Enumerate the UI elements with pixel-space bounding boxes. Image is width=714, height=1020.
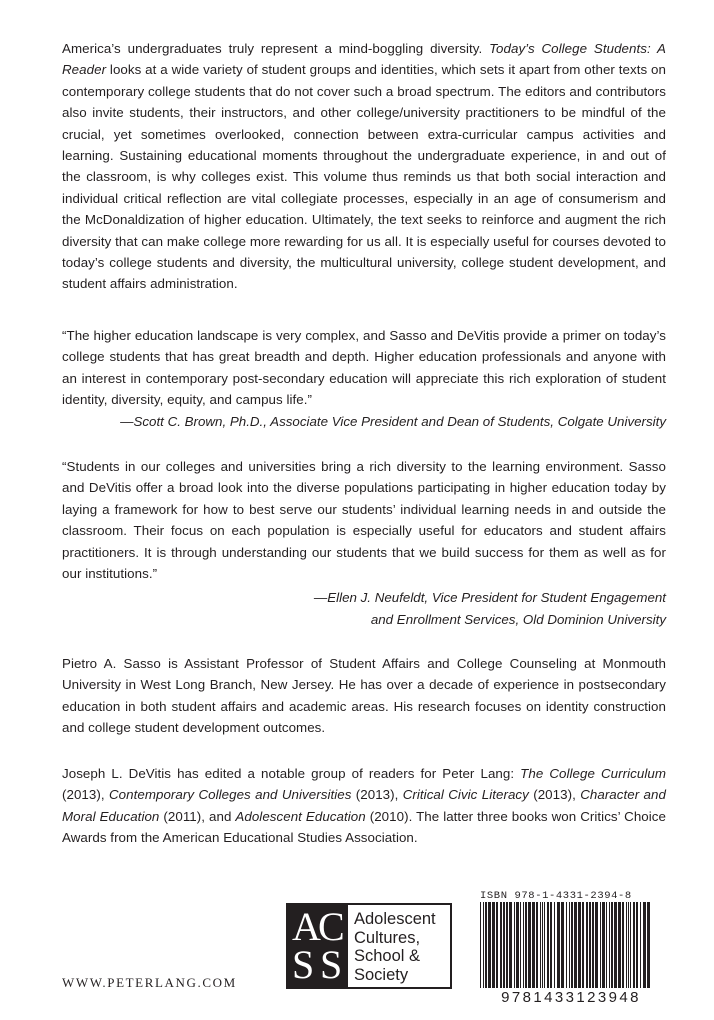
barcode-bar	[592, 902, 594, 988]
barcode-bar	[544, 902, 545, 988]
barcode-bar	[557, 902, 560, 988]
barcode-bar	[609, 902, 610, 988]
author-bio-sasso: Pietro A. Sasso is Assistant Professor of Student Affairs and College Counseling at Monmouth University in West Long Branch, New Jersey. He has over a decade of experience in postsecondary education in both student affairs and academic areas. His research focuses on identity construction and college student development outcomes.	[62, 656, 666, 736]
logo-letter-c: C	[318, 904, 345, 949]
barcode-bar	[614, 902, 617, 988]
barcode-bar	[506, 902, 508, 988]
barcode-bar	[595, 902, 598, 988]
publisher-website[interactable]: WWW.PETERLANG.COM	[62, 975, 237, 990]
barcode-bar	[643, 902, 646, 988]
barcode-bar	[630, 902, 631, 988]
book-description	[62, 38, 666, 295]
description-body: looks at a wide variety of student groups and identities, which sets it apart from other texts on contemporary college students that do not cover such a broad spectrum. The editors and contributors also invite students, their instructors, and other college/university practitioners to be mindful of the crucial, yet sometimes overlooked, connection between extra-curricular campus activities and learning. Sustaining educational moments throughout the undergraduate experience, in and out of the classroom, is why colleges exist. This volume thus reminds us that both social interaction and individual critical reflection are vital collegiate processes, especially in an age of consumerism and the McDonaldization of higher education. Ultimately, the text seeks to reinforce and augment the rich diversity that can make college more rewarding for us all. It is especially useful for courses devoted to today’s college students and diversity, the multicultural university, college student development, and student affairs administration.	[62, 62, 666, 292]
barcode-bar	[574, 902, 577, 988]
barcode-bar	[586, 902, 588, 988]
barcode-bar	[485, 902, 487, 988]
barcode-bar	[496, 902, 498, 988]
barcode-bar	[492, 902, 495, 988]
barcode-bar	[525, 902, 527, 988]
endorsement-attribution-2-line2: and Enrollment Services, Old Dominion University	[370, 612, 666, 627]
barcode-bar	[523, 902, 524, 988]
barcode-bar	[566, 902, 567, 988]
logo-letter-a: A	[292, 904, 321, 949]
barcode-bar	[561, 902, 564, 988]
barcode-bar	[626, 902, 627, 988]
barcode-bar	[520, 902, 521, 988]
logo-letter-s2: S	[320, 942, 343, 987]
barcode-bar	[600, 902, 601, 988]
bio-text: (2010). The latter three books won Critics’ Choice Awards from the American Educational Studies Association.	[62, 808, 666, 846]
barcode-bar	[582, 902, 584, 988]
barcode-bar	[622, 902, 624, 988]
barcode-bar	[640, 902, 641, 988]
book-title: Adolescent Education	[235, 808, 366, 824]
book-title: Contemporary Colleges and Universities	[108, 787, 352, 803]
barcode-bar	[589, 902, 591, 988]
barcode-bar	[554, 902, 555, 988]
barcode-bar	[540, 902, 541, 988]
barcode-bar	[488, 902, 491, 988]
endorsement-attribution-2-line1: —Ellen J. Neufeldt, Vice President for Student Engagement	[313, 590, 666, 605]
barcode-bar	[536, 902, 538, 988]
barcode-bar	[550, 902, 552, 988]
series-logo-mark	[288, 905, 348, 987]
barcode-bar	[647, 902, 650, 988]
barcode-bar	[569, 902, 570, 988]
barcode-bar	[628, 902, 629, 988]
barcode-bar	[636, 902, 638, 988]
barcode-bar	[611, 902, 613, 988]
barcode-bar	[542, 902, 543, 988]
book-title: Critical Civic Literacy	[402, 787, 529, 803]
barcode-bar	[578, 902, 581, 988]
series-name-line: School &	[354, 947, 421, 965]
barcode-bar	[509, 902, 512, 988]
series-name-line: Adolescent	[354, 910, 436, 928]
bio-text: (2013),	[351, 787, 403, 803]
series-name	[354, 910, 436, 984]
barcode-number: 9781433123948	[478, 989, 664, 1006]
endorsement-quote-2: “Students in our colleges and universities bring a rich diversity to the learning environment. Sasso and DeVitis offer a broad look into the diverse populations participating in higher education today by laying a framework for how to best serve our students’ individual learning needs in and outside the classroom. Their focus on each population is especially useful for educators and student affairs practitioners. It is through understanding our students that we build success for them as well as for our institutions.”	[62, 459, 666, 582]
barcode-bar	[602, 902, 605, 988]
barcode-bar	[618, 902, 621, 988]
barcode-bar	[480, 902, 481, 988]
bio-text: (2013),	[62, 787, 109, 803]
description-intro: America’s undergraduates truly represent a mind-boggling diversity.	[62, 41, 490, 56]
barcode-bar	[633, 902, 635, 988]
barcode-bar	[503, 902, 505, 988]
barcode-bar	[483, 902, 484, 988]
logo-letter-s: S	[292, 942, 315, 987]
barcode-bar	[606, 902, 607, 988]
barcode-bar	[571, 902, 573, 988]
barcode-bar	[547, 902, 549, 988]
bio-text: Joseph L. DeVitis has edited a notable group of readers for Peter Lang:	[62, 766, 521, 781]
endorsement-attribution-1: —Scott C. Brown, Ph.D., Associate Vice President and Dean of Students, Colgate University	[120, 414, 666, 429]
barcode-bar	[516, 902, 519, 988]
endorsement-quote-1: “The higher education landscape is very complex, and Sasso and DeVitis provide a primer on today’s college students that has great breadth and depth. Higher education professionals and anyone with an interest in contemporary post-secondary education will appreciate this rich exploration of student identity, diversity, equity, and campus life.”	[62, 328, 666, 408]
series-logo	[286, 903, 452, 989]
book-title: The College Curriculum	[520, 766, 666, 781]
barcode-bar	[500, 902, 502, 988]
series-name-line: Society	[354, 965, 409, 984]
book-title: Today’s College Students: A Reader	[62, 41, 667, 78]
author-bio-devitis	[62, 763, 666, 849]
barcode-bar	[514, 902, 515, 988]
bio-text: (2011), and	[159, 808, 236, 824]
book-title: Character and Moral Education	[62, 787, 666, 824]
series-name-line: Cultures,	[354, 928, 421, 947]
bio-text: (2013),	[528, 787, 581, 803]
barcode-bar	[532, 902, 535, 988]
barcode-bar	[528, 902, 531, 988]
isbn-label: ISBN 978-1-4331-2394-8	[480, 890, 632, 902]
barcode-bars	[476, 902, 666, 988]
